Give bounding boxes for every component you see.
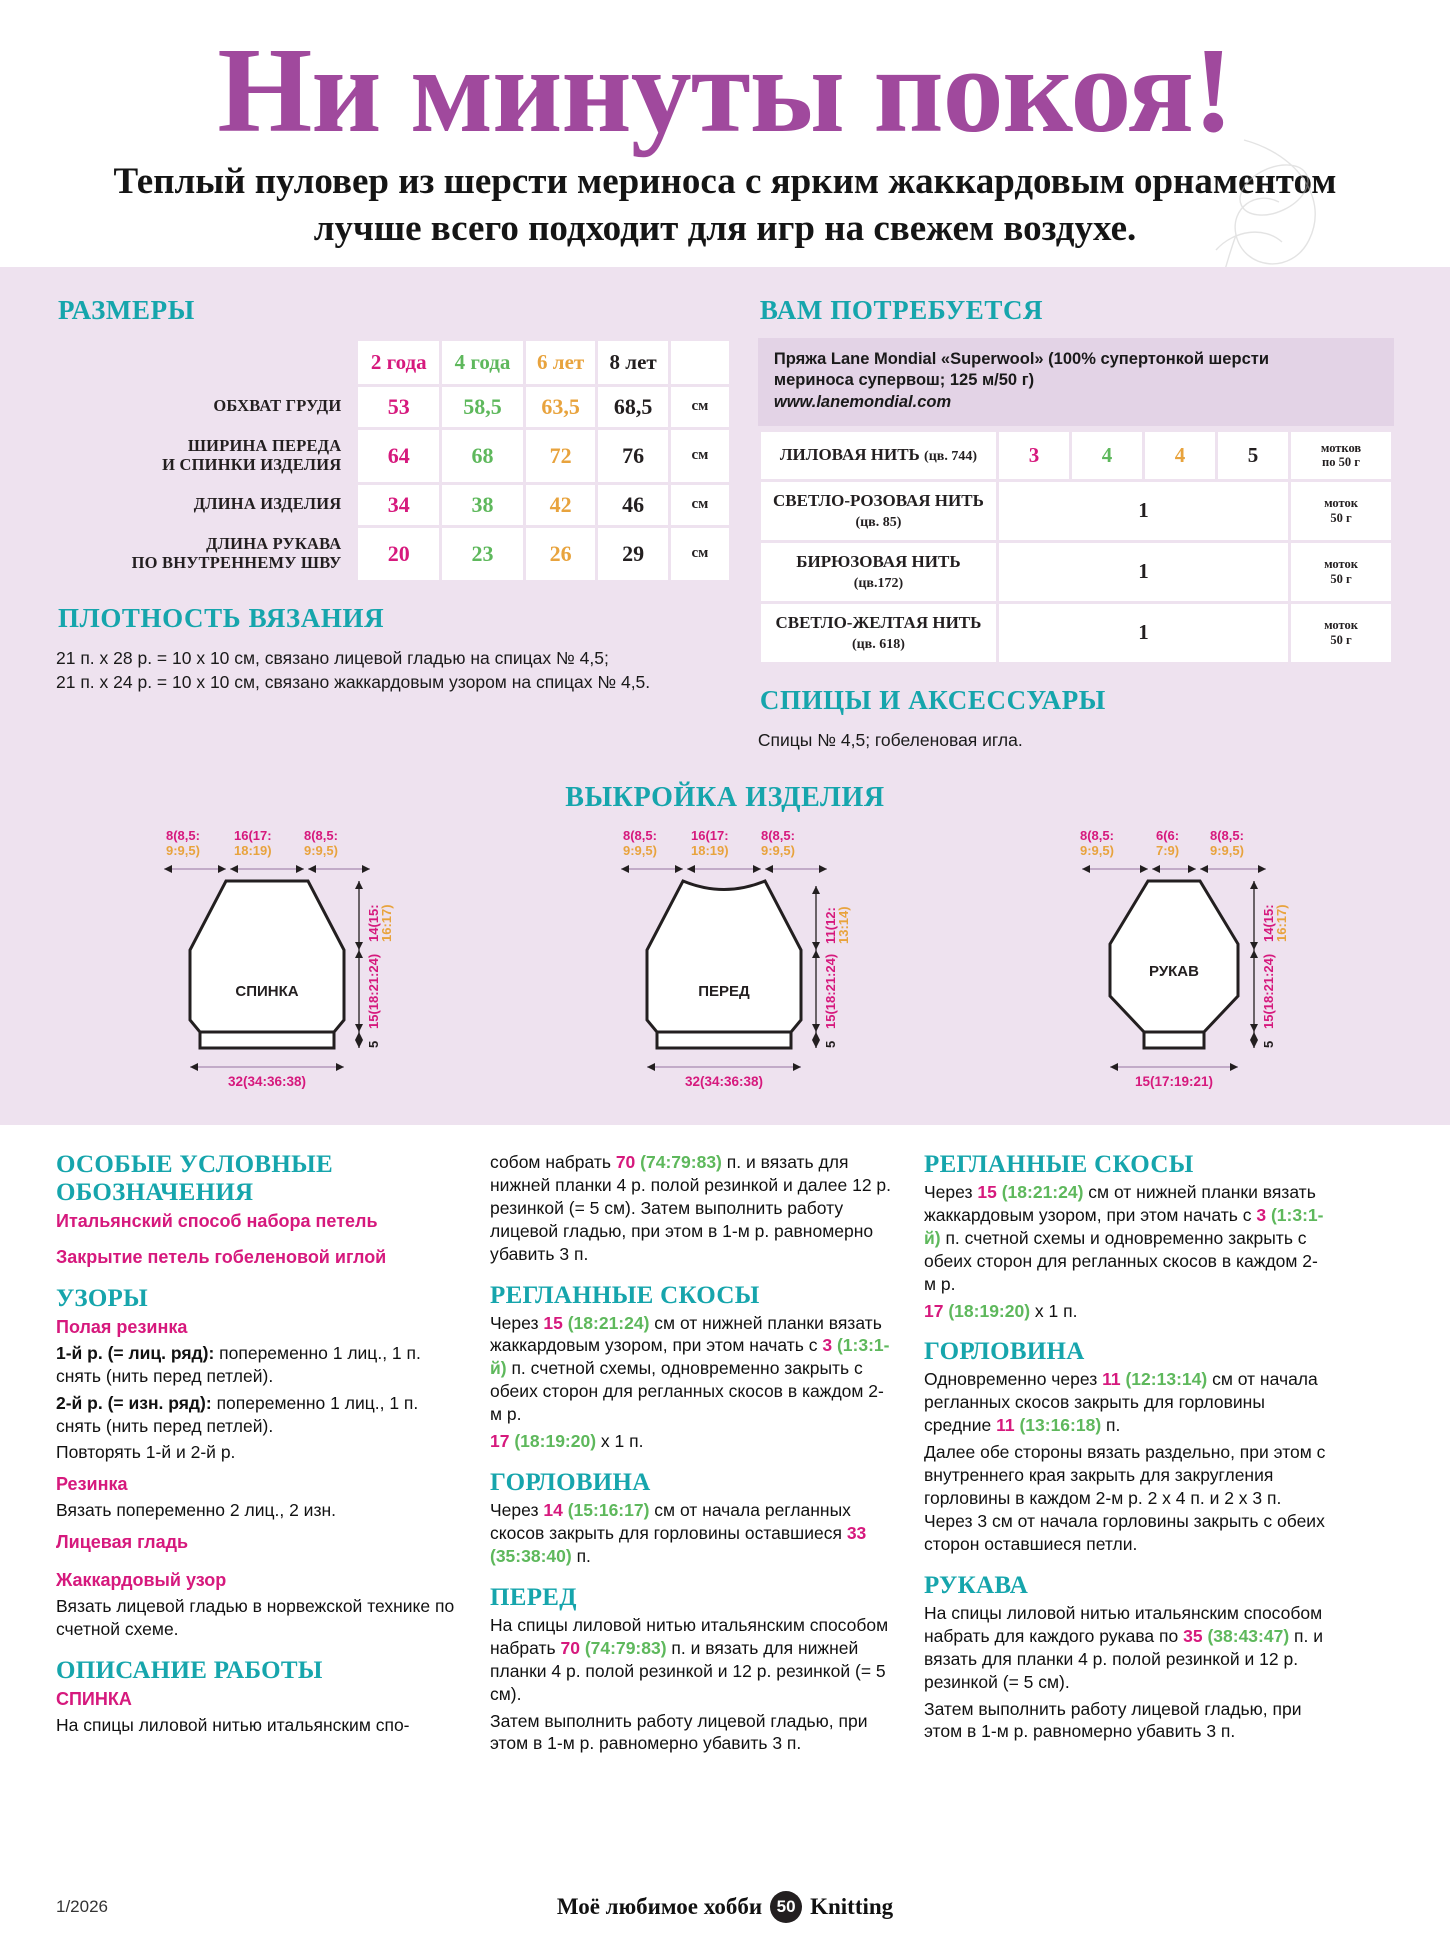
yarn-qty: 1 bbox=[999, 482, 1288, 540]
back-top-left-2: 9:9,5) bbox=[166, 842, 201, 858]
neck-heading-col2: ГОРЛОВИНА bbox=[490, 1469, 651, 1497]
size-col-1: 2 года bbox=[358, 341, 439, 384]
cell-value: 64 bbox=[358, 430, 439, 482]
instructions-columns bbox=[0, 1125, 1450, 1765]
sleeve-piece-label: РУКАВ bbox=[1148, 962, 1199, 980]
cell-value: 46 bbox=[598, 485, 668, 525]
page-number-badge: 50 bbox=[770, 1891, 802, 1923]
table-row bbox=[59, 387, 729, 427]
sizes-column bbox=[56, 289, 732, 694]
sizes-table bbox=[56, 338, 732, 583]
page-subtitle: Теплый пуловер из шерсти мериноса с ярким жаккардовым орнаментом лучше всего подходит для игр на свежем воздухе. bbox=[113, 161, 1337, 250]
yarn-website-url[interactable]: www.lanemondial.com bbox=[773, 393, 952, 412]
yarn-name: СВЕТЛО-ЖЕЛТАЯ НИТЬ (цв. 618) bbox=[761, 604, 996, 662]
hollow-rib-row2-text: попеременно 1 лиц., 1 п. снять (нить перед петлей). bbox=[56, 1392, 419, 1436]
cell-value: 42 bbox=[526, 485, 595, 525]
empty-corner bbox=[59, 341, 355, 384]
stockinette-title: Лицевая гладь bbox=[56, 1532, 189, 1553]
row-label: ДЛИНА РУКАВА ПО ВНУТРЕННЕМУ ШВУ bbox=[131, 533, 342, 572]
materials-column bbox=[758, 289, 1394, 752]
cell-value: 38 bbox=[442, 485, 523, 525]
sleeve-right-top-2: 16:17) bbox=[1273, 904, 1289, 942]
back-right-bottom: 5 bbox=[366, 1040, 382, 1048]
work-description-heading: ОПИСАНИЕ РАБОТЫ bbox=[56, 1657, 323, 1684]
front-bottom-width: 32(34:36:38) bbox=[684, 1073, 764, 1089]
page-footer bbox=[0, 1891, 1450, 1923]
rib-title: Резинка bbox=[56, 1474, 128, 1495]
front-heading-col2: ПЕРЕД bbox=[490, 1583, 577, 1611]
back-top-mid-1: 16(17: bbox=[234, 827, 272, 843]
sleeves-heading-col3: РУКАВА bbox=[924, 1571, 1029, 1599]
sleeve-top-mid-1: 6(6: bbox=[1155, 827, 1179, 843]
brand-name-en: Knitting bbox=[810, 1894, 894, 1919]
yarn-quantity-table bbox=[758, 429, 1394, 665]
italian-cast-on-label: Итальянский способ набора петель bbox=[56, 1210, 378, 1231]
front-top-mid-1: 16(17: bbox=[690, 827, 729, 843]
row-unit: см bbox=[671, 387, 729, 427]
hollow-rib-row2-bold: 2-й р. (= изн. ряд): bbox=[56, 1392, 212, 1413]
sleeves-text-col3: На спицы лиловой нитью итальянским способом набрать для каждого рукава по 35 (38:43:47) п. и вязать для планки 4 р. полой резинкой и 12 р. резинкой (= 5 см). bbox=[924, 1602, 1324, 1692]
back-continued-text: собом набрать 70 (74:79:83) п. и вязать для нижней планки 4 р. полой резинкой и далее 12 р. резинкой (= 5 см). Затем выполнить работу лицевой гладью, при этом в 1-м р. равномерно убавить 3 п. bbox=[490, 1151, 892, 1264]
sleeve-right-mid: 15(18:21:24) bbox=[1260, 953, 1276, 1029]
schematic-sleeve bbox=[1052, 824, 1312, 1099]
patterns-heading: УЗОРЫ bbox=[56, 1284, 148, 1312]
yarn-note: моток 50 г bbox=[1291, 543, 1391, 601]
hollow-rib-row1 bbox=[56, 1342, 460, 1388]
cell-value: 58,5 bbox=[442, 387, 523, 427]
yarn-note: мотков по 50 г bbox=[1291, 432, 1391, 479]
yarn-desc-line-2: мериноса супервош; 125 м/50 г) bbox=[773, 371, 1035, 390]
row-unit: см bbox=[671, 528, 729, 580]
raglan-text-col3: Через 15 (18:21:24) см от нижней планки вязать жаккардовым узором, при этом начать с 3 (1:3:1-й) п. счетной схемы и одновременно закрыть с обеих сторон для регланных скосов в каждом 2-м р. bbox=[924, 1181, 1324, 1294]
sleeves-text2-col3: Затем выполнить работу лицевой гладью, при этом в 1-м р. равномерно убавить 3 п. bbox=[924, 1698, 1302, 1742]
special-symbols-heading: ОСОБЫЕ УСЛОВНЫЕ ОБОЗНАЧЕНИЯ bbox=[56, 1150, 333, 1206]
needles-text: Спицы № 4,5; гобеленовая игла. bbox=[757, 729, 1023, 750]
instructions-column-2 bbox=[490, 1151, 894, 1765]
sleeve-top-right-1: 8(8,5: bbox=[1209, 827, 1244, 843]
back-bottom-width: 32(34:36:38) bbox=[228, 1073, 307, 1089]
hollow-rib-row1-text: попеременно 1 лиц., 1 п. снять (нить перед петлей). bbox=[56, 1342, 421, 1386]
raglan-text-col2: Через 15 (18:21:24) см от нижней планки вязать жаккардовым узором, при этом начать с 3 (1:3:1-й) п. счетной схемы, одновременно закрыть с обеих сторон для регланных скосов в каждом 2-м р. bbox=[490, 1312, 890, 1425]
schematic-back bbox=[138, 824, 398, 1099]
sleeve-bottom-width: 15(17:19:21) bbox=[1134, 1073, 1213, 1089]
table-row bbox=[761, 543, 1391, 601]
cell-value: 72 bbox=[526, 430, 595, 482]
table-row bbox=[59, 485, 729, 525]
back-top-right-2: 9:9,5) bbox=[304, 842, 339, 858]
front-top-right-2: 9:9,5) bbox=[760, 842, 795, 858]
front-text-col2: На спицы лиловой нитью итальянским способом набрать 70 (74:79:83) п. и вязать для нижней планки 4 р. полой резинкой и 12 р. резинкой (= 5 см). bbox=[490, 1614, 889, 1704]
back-right-top-2: 16:17) bbox=[379, 904, 395, 942]
back-section-title: СПИНКА bbox=[56, 1689, 132, 1709]
raglan-heading-col3: РЕГЛАННЫЕ СКОСЫ bbox=[924, 1150, 1194, 1178]
yarn-note: моток 50 г bbox=[1291, 604, 1391, 662]
hollow-rib-row1-bold: 1-й р. (= лиц. ряд): bbox=[56, 1342, 215, 1363]
neck-text2-col3: Далее обе стороны вязать раздельно, при этом с внутреннего края закрыть для закругления горловины в каждом 2-м р. 2 х 4 п. и 2 х 3 п. Через 3 см от начала горловины закрыть с обеих сторон оставшиеся петли. bbox=[924, 1442, 1326, 1554]
back-right-top-1: 14(15: bbox=[366, 904, 382, 942]
cell-value: 26 bbox=[526, 528, 595, 580]
table-row bbox=[761, 432, 1391, 479]
instructions-column-1 bbox=[56, 1151, 460, 1765]
density-line-2: 21 п. х 24 р. = 10 х 10 см, связано жаккардовым узором на спицах № 4,5. bbox=[56, 671, 651, 692]
yarn-description bbox=[758, 338, 1394, 426]
sleeve-top-right-2: 9:9,5) bbox=[1209, 842, 1244, 858]
neck-heading-col3: ГОРЛОВИНА bbox=[924, 1338, 1085, 1366]
front-piece-label: ПЕРЕД bbox=[698, 982, 750, 1000]
sleeve-right-bottom: 5 bbox=[1260, 1040, 1276, 1048]
front-right-top-1: 11(12: bbox=[822, 907, 838, 944]
row-label: ШИРИНА ПЕРЕДА И СПИНКИ ИЗДЕЛИЯ bbox=[162, 435, 342, 474]
front-top-left-2: 9:9,5) bbox=[622, 842, 657, 858]
cell-value: 34 bbox=[358, 485, 439, 525]
cell-value: 53 bbox=[358, 387, 439, 427]
schematic-row bbox=[0, 820, 1450, 1099]
yarn-name: СВЕТЛО-РОЗОВАЯ НИТЬ (цв. 85) bbox=[761, 482, 996, 540]
yarn-name: БИРЮЗОВАЯ НИТЬ (цв.172) bbox=[761, 543, 996, 601]
needles-section bbox=[758, 685, 1394, 752]
yarn-qty: 1 bbox=[999, 604, 1288, 662]
back-right-mid: 15(18:21:24) bbox=[366, 953, 382, 1029]
hollow-rib-row2 bbox=[56, 1392, 460, 1438]
cell-value: 29 bbox=[598, 528, 668, 580]
page-header bbox=[0, 0, 1450, 267]
back-section-text: На спицы лиловой нитью итальянским спо- bbox=[56, 1714, 410, 1735]
instructions-column-3 bbox=[924, 1151, 1328, 1765]
raglan-heading-col2: РЕГЛАННЫЕ СКОСЫ bbox=[490, 1281, 760, 1309]
cell-value: 68 bbox=[442, 430, 523, 482]
rib-text: Вязать попеременно 2 лиц., 2 изн. bbox=[56, 1500, 336, 1521]
jacquard-text: Вязать лицевой гладью в норвежской технике по счетной схеме. bbox=[56, 1596, 455, 1640]
back-top-right-1: 8(8,5: bbox=[304, 827, 339, 843]
yarn-qty: 5 bbox=[1218, 432, 1288, 479]
yarn-note: моток 50 г bbox=[1291, 482, 1391, 540]
front-right-top-2: 13:14) bbox=[835, 906, 851, 944]
raglan-text2-col3: 17 (18:19:20) х 1 п. bbox=[924, 1300, 1078, 1321]
materials-heading: ВАМ ПОТРЕБУЕТСЯ bbox=[759, 294, 1044, 325]
front-top-right-1: 8(8,5: bbox=[760, 827, 795, 843]
back-top-left-1: 8(8,5: bbox=[166, 827, 201, 843]
unit-header bbox=[671, 341, 729, 384]
density-heading: ПЛОТНОСТЬ ВЯЗАНИЯ bbox=[58, 602, 385, 633]
front-text2-col2: Затем выполнить работу лицевой гладью, при этом в 1-м р. равномерно убавить 3 п. bbox=[490, 1710, 868, 1754]
sleeve-right-top-1: 14(15: bbox=[1260, 904, 1276, 942]
jacquard-title: Жаккардовый узор bbox=[56, 1570, 227, 1591]
yarn-desc-line-1: Пряжа Lane Mondial «Superwool» (100% супертонкой шерсти bbox=[773, 349, 1269, 368]
density-section bbox=[56, 603, 732, 694]
yarn-name: ЛИЛОВАЯ НИТЬ (цв. 744) bbox=[761, 432, 996, 479]
schematic-heading: ВЫКРОЙКА ИЗДЕЛИЯ bbox=[565, 781, 885, 813]
size-col-4: 8 лет bbox=[598, 341, 668, 384]
row-unit: см bbox=[671, 430, 729, 482]
sizes-heading: РАЗМЕРЫ bbox=[58, 294, 195, 325]
cell-value: 20 bbox=[358, 528, 439, 580]
cell-value: 76 bbox=[598, 430, 668, 482]
front-top-left-1: 8(8,5: bbox=[622, 827, 657, 843]
tapestry-bind-off-label: Закрытие петель гобеленовой иглой bbox=[56, 1246, 387, 1267]
density-line-1: 21 п. х 28 р. = 10 х 10 см, связано лицевой гладью на спицах № 4,5; bbox=[56, 647, 609, 668]
hollow-rib-repeat: Повторять 1-й и 2-й р. bbox=[56, 1442, 236, 1463]
needles-heading: СПИЦЫ И АКСЕССУАРЫ bbox=[759, 684, 1106, 715]
cell-value: 23 bbox=[442, 528, 523, 580]
footer-brand-block bbox=[557, 1891, 893, 1923]
table-row bbox=[761, 604, 1391, 662]
issue-number: 1/2026 bbox=[56, 1897, 108, 1916]
row-label: ОБХВАТ ГРУДИ bbox=[213, 396, 342, 416]
size-col-2: 4 года bbox=[442, 341, 523, 384]
back-piece-label: СПИНКА bbox=[235, 982, 299, 1000]
neck-text-col3: Одновременно через 11 (12:13:14) см от начала регланных скосов закрыть для горловины средние 11 (13:16:18) п. bbox=[924, 1369, 1318, 1436]
yarn-qty: 1 bbox=[999, 543, 1288, 601]
row-unit: см bbox=[671, 485, 729, 525]
front-right-mid: 15(18:21:24) bbox=[822, 953, 838, 1029]
yarn-qty: 3 bbox=[999, 432, 1069, 479]
front-top-mid-2: 18:19) bbox=[690, 842, 729, 858]
sleeve-top-mid-2: 7:9) bbox=[1155, 842, 1179, 858]
page-title: Ни минуты покоя! bbox=[217, 23, 1233, 158]
back-top-mid-2: 18:19) bbox=[234, 842, 272, 858]
cell-value: 68,5 bbox=[598, 387, 668, 427]
table-row bbox=[59, 430, 729, 482]
front-piece-outline bbox=[647, 881, 801, 1048]
yarn-qty: 4 bbox=[1072, 432, 1142, 479]
cell-value: 63,5 bbox=[526, 387, 595, 427]
brand-name: Моё любимое хобби bbox=[556, 1894, 763, 1919]
hollow-rib-title: Полая резинка bbox=[56, 1316, 188, 1337]
table-row bbox=[59, 528, 729, 580]
back-piece-outline bbox=[190, 881, 344, 1048]
yarn-qty: 4 bbox=[1145, 432, 1215, 479]
front-right-bottom: 5 bbox=[822, 1040, 838, 1048]
neck-text-col2: Через 14 (15:16:17) см от начала регланных скосов закрыть для горловины оставшиеся 33 (35:38:40) п. bbox=[490, 1500, 867, 1566]
row-label: ДЛИНА ИЗДЕЛИЯ bbox=[193, 494, 342, 514]
schematic-front bbox=[595, 824, 855, 1099]
sleeve-top-left-2: 9:9,5) bbox=[1079, 842, 1114, 858]
table-header-row bbox=[59, 341, 729, 384]
table-row bbox=[761, 482, 1391, 540]
raglan-text2-col2: 17 (18:19:20) х 1 п. bbox=[490, 1431, 644, 1452]
size-col-3: 6 лет bbox=[526, 341, 595, 384]
sleeve-top-left-1: 8(8,5: bbox=[1079, 827, 1114, 843]
info-panel bbox=[0, 267, 1450, 1125]
